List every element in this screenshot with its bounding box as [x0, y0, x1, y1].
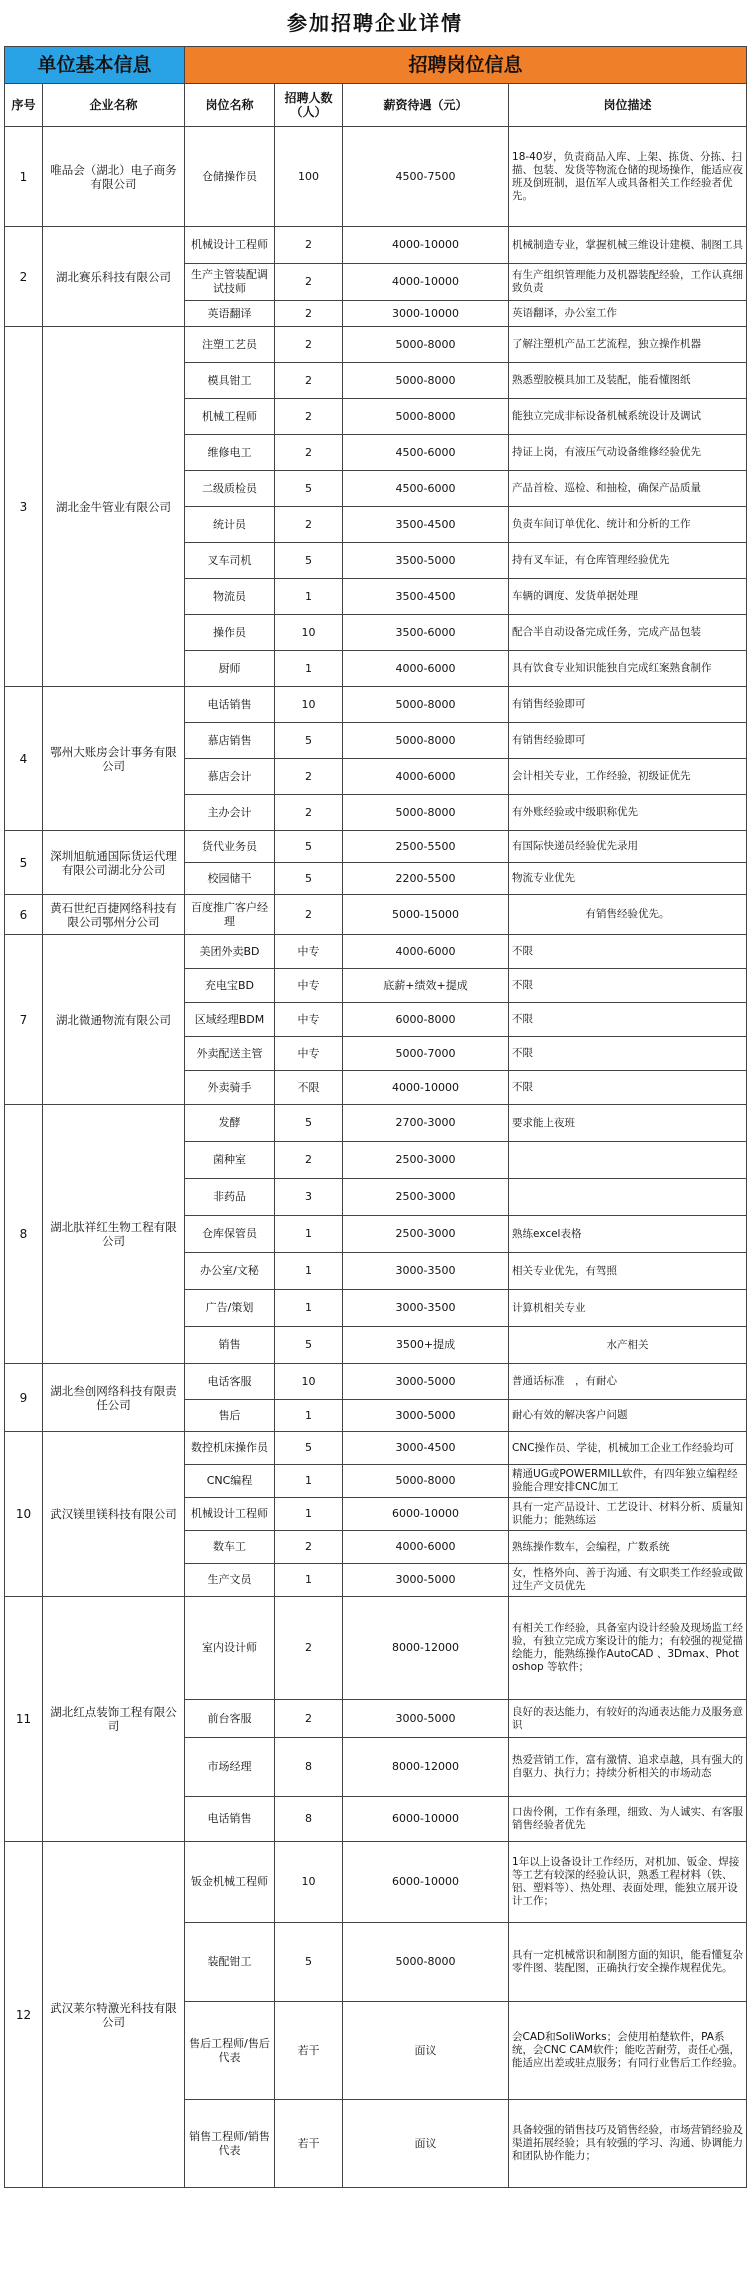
- job-title: 销售: [185, 1327, 275, 1364]
- job-count: 2: [275, 327, 343, 363]
- job-count: 10: [275, 687, 343, 723]
- job-count: 2: [275, 1700, 343, 1738]
- job-salary: 4000-10000: [343, 227, 509, 264]
- header-description: 岗位描述: [509, 84, 747, 127]
- job-count: 5: [275, 1105, 343, 1142]
- job-description: 具有一定机械常识和制图方面的知识，能看懂复杂零件图、装配图，正确执行安全操作规程优先。: [509, 1923, 747, 2002]
- job-salary: 5000-8000: [343, 687, 509, 723]
- job-title: 仓储操作员: [185, 127, 275, 227]
- table-row: [5, 895, 747, 935]
- job-count: 100: [275, 127, 343, 227]
- job-title: 百度推广客户经理: [185, 895, 275, 935]
- job-count: 中专: [275, 935, 343, 969]
- table-row: [5, 1842, 747, 1923]
- job-description: 熟练excel表格: [509, 1216, 747, 1253]
- job-salary: 6000-8000: [343, 1003, 509, 1037]
- job-title: 电话客服: [185, 1364, 275, 1400]
- job-title: 机械设计工程师: [185, 1498, 275, 1531]
- job-salary: 5000-8000: [343, 363, 509, 399]
- job-count: 1: [275, 1216, 343, 1253]
- company-seq: 2: [5, 227, 43, 327]
- company-seq: 12: [5, 1842, 43, 2188]
- job-title: 维修电工: [185, 435, 275, 471]
- job-description: 18-40岁，负责商品入库、上架、拣货、分拣、扫描、包装、发货等物流仓储的现场操作，能适应夜班及倒班制，退伍军人或具备相关工作经验者优先。: [509, 127, 747, 227]
- company-name: 湖北叁创网络科技有限责任公司: [43, 1364, 185, 1432]
- company-name: 深圳旭航通国际货运代理有限公司湖北分公司: [43, 831, 185, 895]
- table-row: [5, 127, 747, 227]
- job-salary: 5000-8000: [343, 1465, 509, 1498]
- company-seq: 5: [5, 831, 43, 895]
- job-count: 2: [275, 435, 343, 471]
- job-description: 具备较强的销售技巧及销售经验，市场营销经验及渠道拓展经验；具有较强的学习、沟通、协调能力和团队协作能力；: [509, 2100, 747, 2188]
- company-name: 湖北金牛管业有限公司: [43, 327, 185, 687]
- job-count: 1: [275, 1253, 343, 1290]
- job-salary: 5000-8000: [343, 795, 509, 831]
- job-count: 1: [275, 1498, 343, 1531]
- job-salary: 3500-4500: [343, 507, 509, 543]
- company-name: 湖北红点装饰工程有限公司: [43, 1597, 185, 1842]
- job-description: 相关专业优先，有驾照: [509, 1253, 747, 1290]
- company-name: 黄石世纪百捷网络科技有限公司鄂州分公司: [43, 895, 185, 935]
- job-count: 8: [275, 1797, 343, 1842]
- job-description: 会计相关专业，工作经验，初级证优先: [509, 759, 747, 795]
- job-count: 3: [275, 1179, 343, 1216]
- job-description: 车辆的调度、发货单据处理: [509, 579, 747, 615]
- job-description: 口齿伶俐，工作有条理，细致、为人诚实、有客服销售经验者优先: [509, 1797, 747, 1842]
- company-seq: 4: [5, 687, 43, 831]
- job-salary: 3000-3500: [343, 1290, 509, 1327]
- job-title: 仓库保管员: [185, 1216, 275, 1253]
- job-description: 机械制造专业，掌握机械三维设计建模、制图工具: [509, 227, 747, 264]
- job-title: 室内设计师: [185, 1597, 275, 1700]
- job-salary: 3000-3500: [343, 1253, 509, 1290]
- job-salary: 面议: [343, 2100, 509, 2188]
- job-count: 不限: [275, 1071, 343, 1105]
- job-description: [509, 1142, 747, 1179]
- job-description: 有销售经验即可: [509, 687, 747, 723]
- job-salary: 2500-3000: [343, 1179, 509, 1216]
- job-description: 不限: [509, 1071, 747, 1105]
- job-count: 2: [275, 895, 343, 935]
- job-salary: 8000-12000: [343, 1738, 509, 1797]
- job-title: 非药品: [185, 1179, 275, 1216]
- table-row: [5, 1432, 747, 1465]
- recruitment-table: [4, 46, 747, 2188]
- job-salary: 面议: [343, 2002, 509, 2100]
- job-count: 8: [275, 1738, 343, 1797]
- job-description: 有销售经验优先。: [509, 895, 747, 935]
- job-description: 能独立完成非标设备机械系统设计及调试: [509, 399, 747, 435]
- job-title: 售后: [185, 1400, 275, 1432]
- job-salary: 4500-6000: [343, 435, 509, 471]
- header-company: 企业名称: [43, 84, 185, 127]
- job-salary: 4000-6000: [343, 651, 509, 687]
- job-title: 校园储干: [185, 863, 275, 895]
- job-description: 热爱营销工作，富有激情、追求卓越，具有强大的自驱力、执行力；持续分析相关的市场动态: [509, 1738, 747, 1797]
- job-salary: 5000-8000: [343, 327, 509, 363]
- job-count: 2: [275, 264, 343, 301]
- company-seq: 8: [5, 1105, 43, 1364]
- job-description: [509, 1179, 747, 1216]
- column-header-row: [5, 84, 747, 127]
- job-salary: 底薪+绩效+提成: [343, 969, 509, 1003]
- job-title: 发酵: [185, 1105, 275, 1142]
- job-description: 有销售经验即可: [509, 723, 747, 759]
- job-description: 持有叉车证，有仓库管理经验优先: [509, 543, 747, 579]
- job-title: 区域经理BDM: [185, 1003, 275, 1037]
- company-seq: 9: [5, 1364, 43, 1432]
- job-title: 生产主管装配调试技师: [185, 264, 275, 301]
- job-description: 具有饮食专业知识能独自完成红案熟食制作: [509, 651, 747, 687]
- job-count: 1: [275, 651, 343, 687]
- job-count: 2: [275, 227, 343, 264]
- job-title: 生产文员: [185, 1564, 275, 1597]
- company-seq: 6: [5, 895, 43, 935]
- job-title: 数车工: [185, 1531, 275, 1564]
- job-salary: 2500-5500: [343, 831, 509, 863]
- job-count: 中专: [275, 969, 343, 1003]
- job-description: 有生产组织管理能力及机器装配经验，工作认真细致负责: [509, 264, 747, 301]
- job-count: 若干: [275, 2002, 343, 2100]
- job-description: 不限: [509, 969, 747, 1003]
- job-title: 外卖骑手: [185, 1071, 275, 1105]
- job-description: 1年以上设备设计工作经历，对机加、钣金、焊接等工艺有较深的经验认识，熟悉工程材料（铁、铝、塑料等）、热处理、表面处理，能独立展开设计工作；: [509, 1842, 747, 1923]
- job-count: 2: [275, 795, 343, 831]
- job-description: 女，性格外向、善于沟通、有文职类工作经验或做过生产文员优先: [509, 1564, 747, 1597]
- job-title: 前台客服: [185, 1700, 275, 1738]
- table-row: [5, 1597, 747, 1700]
- job-title: 货代业务员: [185, 831, 275, 863]
- job-salary: 5000-8000: [343, 1923, 509, 2002]
- job-title: 叉车司机: [185, 543, 275, 579]
- job-count: 2: [275, 1531, 343, 1564]
- company-seq: 1: [5, 127, 43, 227]
- job-salary: 5000-7000: [343, 1037, 509, 1071]
- job-salary: 3500-5000: [343, 543, 509, 579]
- job-title: 充电宝BD: [185, 969, 275, 1003]
- job-count: 2: [275, 507, 343, 543]
- job-description: 负责车间订单优化、统计和分析的工作: [509, 507, 747, 543]
- job-salary: 5000-15000: [343, 895, 509, 935]
- job-description: 英语翻译，办公室工作: [509, 301, 747, 327]
- company-name: 武汉莱尔特激光科技有限公司: [43, 1842, 185, 2188]
- job-count: 1: [275, 1564, 343, 1597]
- job-salary: 3000-5000: [343, 1564, 509, 1597]
- job-description: 不限: [509, 935, 747, 969]
- job-count: 5: [275, 723, 343, 759]
- job-description: 熟悉塑胶模具加工及装配，能看懂图纸: [509, 363, 747, 399]
- job-title: 操作员: [185, 615, 275, 651]
- job-salary: 4500-6000: [343, 471, 509, 507]
- job-title: 慕店销售: [185, 723, 275, 759]
- job-description: 持证上岗，有液压气动设备维修经验优先: [509, 435, 747, 471]
- table-row: [5, 1364, 747, 1400]
- job-salary: 6000-10000: [343, 1842, 509, 1923]
- job-title: 机械设计工程师: [185, 227, 275, 264]
- job-title: 注塑工艺员: [185, 327, 275, 363]
- job-salary: 6000-10000: [343, 1797, 509, 1842]
- company-name: 湖北肽祥红生物工程有限公司: [43, 1105, 185, 1364]
- job-count: 5: [275, 1327, 343, 1364]
- job-description: CNC操作员、学徒，机械加工企业工作经验均可: [509, 1432, 747, 1465]
- job-salary: 3500-4500: [343, 579, 509, 615]
- job-count: 10: [275, 1364, 343, 1400]
- job-title: 厨师: [185, 651, 275, 687]
- job-description: 水产相关: [509, 1327, 747, 1364]
- header-seq: 序号: [5, 84, 43, 127]
- section-band-row: [5, 47, 747, 84]
- job-salary: 3500-6000: [343, 615, 509, 651]
- job-title: 数控机床操作员: [185, 1432, 275, 1465]
- job-salary: 3000-5000: [343, 1400, 509, 1432]
- job-count: 10: [275, 1842, 343, 1923]
- job-count: 5: [275, 1923, 343, 2002]
- job-salary: 4000-6000: [343, 759, 509, 795]
- job-title: 主办会计: [185, 795, 275, 831]
- job-title: 物流员: [185, 579, 275, 615]
- job-title: 美团外卖BD: [185, 935, 275, 969]
- job-description: 不限: [509, 1003, 747, 1037]
- job-count: 10: [275, 615, 343, 651]
- job-title: 电话销售: [185, 687, 275, 723]
- job-count: 1: [275, 1465, 343, 1498]
- band-company-info: 单位基本信息: [5, 47, 185, 84]
- header-salary: 薪资待遇（元）: [343, 84, 509, 127]
- company-seq: 11: [5, 1597, 43, 1842]
- job-count: 中专: [275, 1037, 343, 1071]
- job-description: 良好的表达能力，有较好的沟通表达能力及服务意识: [509, 1700, 747, 1738]
- job-salary: 2200-5500: [343, 863, 509, 895]
- table-row: [5, 935, 747, 969]
- job-salary: 4000-10000: [343, 264, 509, 301]
- company-name: 湖北赛乐科技有限公司: [43, 227, 185, 327]
- header-job-title: 岗位名称: [185, 84, 275, 127]
- job-count: 5: [275, 471, 343, 507]
- job-salary: 6000-10000: [343, 1498, 509, 1531]
- job-salary: 4000-6000: [343, 935, 509, 969]
- job-title: 市场经理: [185, 1738, 275, 1797]
- job-count: 5: [275, 543, 343, 579]
- job-description: 耐心有效的解决客户问题: [509, 1400, 747, 1432]
- job-title: 销售工程师/销售代表: [185, 2100, 275, 2188]
- job-salary: 2700-3000: [343, 1105, 509, 1142]
- job-description: 物流专业优先: [509, 863, 747, 895]
- job-title: 钣金机械工程师: [185, 1842, 275, 1923]
- job-description: 有外账经验或中级职称优先: [509, 795, 747, 831]
- job-title: 外卖配送主管: [185, 1037, 275, 1071]
- job-description: 不限: [509, 1037, 747, 1071]
- job-salary: 2500-3000: [343, 1216, 509, 1253]
- job-title: 二级质检员: [185, 471, 275, 507]
- job-title: 广告/策划: [185, 1290, 275, 1327]
- job-title: 模具钳工: [185, 363, 275, 399]
- job-description: 精通UG或POWERMILL软件，有四年独立编程经验能合理安排CNC加工: [509, 1465, 747, 1498]
- job-description: 计算机相关专业: [509, 1290, 747, 1327]
- job-description: 会CAD和SoliWorks；会使用柏楚软件，PA系统，会CNC CAM软件；能吃苦耐劳，责任心强，能适应出差或驻点服务；有同行业售后工作经验。: [509, 2002, 747, 2100]
- company-name: 湖北微通物流有限公司: [43, 935, 185, 1105]
- job-description: 要求能上夜班: [509, 1105, 747, 1142]
- company-seq: 3: [5, 327, 43, 687]
- job-title: 办公室/文秘: [185, 1253, 275, 1290]
- job-title: 装配钳工: [185, 1923, 275, 2002]
- job-salary: 3000-5000: [343, 1700, 509, 1738]
- header-count: 招聘人数（人）: [275, 84, 343, 127]
- company-seq: 10: [5, 1432, 43, 1597]
- job-salary: 5000-8000: [343, 399, 509, 435]
- table-row: [5, 327, 747, 363]
- job-count: 2: [275, 399, 343, 435]
- job-description: 产品首检、巡检、和抽检，确保产品质量: [509, 471, 747, 507]
- job-count: 5: [275, 863, 343, 895]
- job-title: 机械工程师: [185, 399, 275, 435]
- company-name: 武汉镁里镁科技有限公司: [43, 1432, 185, 1597]
- job-title: 统计员: [185, 507, 275, 543]
- job-description: 有相关工作经验，具备室内设计经验及现场监工经验，有独立完成方案设计的能力；有较强的视觉描绘能力，能熟练操作AutoCAD 、3Dmax、Photoshop 等软件；: [509, 1597, 747, 1700]
- job-salary: 3000-10000: [343, 301, 509, 327]
- job-description: 普通话标准 ，有耐心: [509, 1364, 747, 1400]
- job-count: 2: [275, 1142, 343, 1179]
- table-row: [5, 227, 747, 264]
- job-salary: 2500-3000: [343, 1142, 509, 1179]
- job-title: CNC编程: [185, 1465, 275, 1498]
- job-salary: 3000-5000: [343, 1364, 509, 1400]
- job-description: 熟练操作数车，会编程，广数系统: [509, 1531, 747, 1564]
- job-title: 菌种室: [185, 1142, 275, 1179]
- job-salary: 4500-7500: [343, 127, 509, 227]
- table-row: [5, 687, 747, 723]
- job-count: 2: [275, 363, 343, 399]
- job-salary: 8000-12000: [343, 1597, 509, 1700]
- job-count: 2: [275, 759, 343, 795]
- job-salary: 5000-8000: [343, 723, 509, 759]
- job-title: 慕店会计: [185, 759, 275, 795]
- job-title: 售后工程师/售后代表: [185, 2002, 275, 2100]
- band-job-info: 招聘岗位信息: [185, 47, 747, 84]
- company-name: 唯品会（湖北）电子商务有限公司: [43, 127, 185, 227]
- job-description: 了解注塑机产品工艺流程，独立操作机器: [509, 327, 747, 363]
- job-title: 电话销售: [185, 1797, 275, 1842]
- job-count: 2: [275, 1597, 343, 1700]
- job-salary: 4000-10000: [343, 1071, 509, 1105]
- job-count: 1: [275, 1290, 343, 1327]
- job-description: 有国际快递员经验优先录用: [509, 831, 747, 863]
- job-description: 具有一定产品设计、工艺设计、材料分析、质量知识能力；能熟练运: [509, 1498, 747, 1531]
- job-count: 中专: [275, 1003, 343, 1037]
- page-title: 参加招聘企业详情: [287, 11, 463, 35]
- job-count: 2: [275, 301, 343, 327]
- company-seq: 7: [5, 935, 43, 1105]
- job-salary: 3000-4500: [343, 1432, 509, 1465]
- job-count: 1: [275, 579, 343, 615]
- job-description: 配合半自动设备完成任务，完成产品包装: [509, 615, 747, 651]
- job-count: 5: [275, 1432, 343, 1465]
- company-name: 鄂州大账房会计事务有限公司: [43, 687, 185, 831]
- job-salary: 4000-6000: [343, 1531, 509, 1564]
- job-salary: 3500+提成: [343, 1327, 509, 1364]
- job-count: 若干: [275, 2100, 343, 2188]
- table-row: [5, 1105, 747, 1142]
- job-title: 英语翻译: [185, 301, 275, 327]
- job-count: 1: [275, 1400, 343, 1432]
- table-row: [5, 831, 747, 863]
- job-count: 5: [275, 831, 343, 863]
